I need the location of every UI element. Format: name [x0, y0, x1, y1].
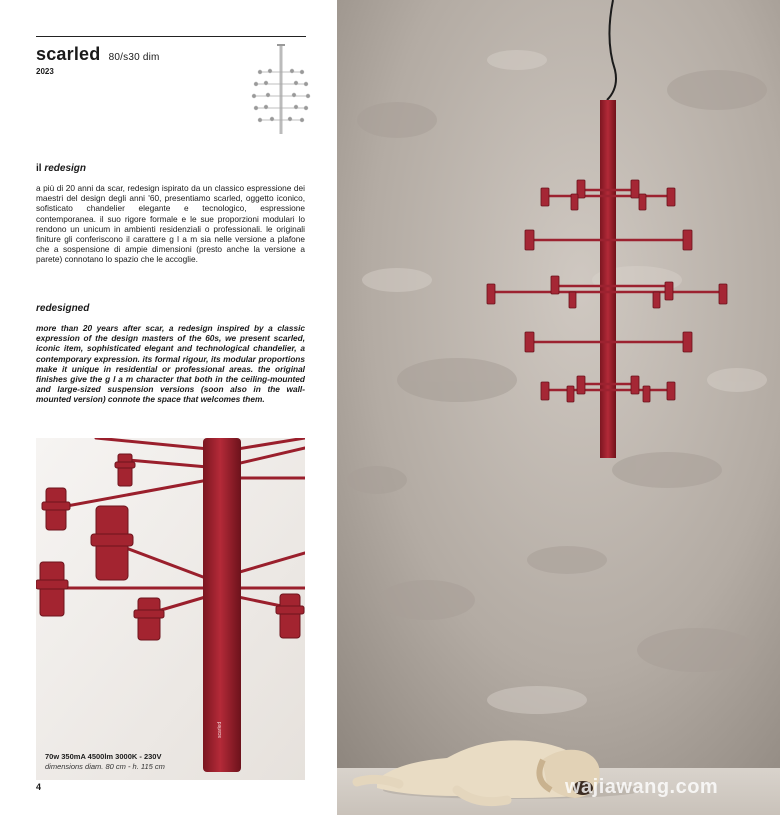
english-body: more than 20 years after scar, a redesign inspired by a classic expression of the design masters of the 60s, we present scarled, iconic item, sophisticated elegant and technological chandelier, a contemporary expression. its formal rigour, its modular proportions make it unique in residential or professional areas. the original finishes give the g l a m character that both in the ceiling-mounted and large-sized suspension versions (soon also in the wall-mounted version) connote the space that welcomes them. — [36, 323, 305, 405]
text-column — [0, 0, 337, 815]
page-number: 4 — [36, 782, 42, 792]
product-title — [36, 44, 160, 65]
chandelier-detail-image — [36, 438, 305, 780]
electrical-specs: 70w 350mA 4500lm 3000K - 230V — [45, 752, 162, 761]
product-year: 2023 — [36, 67, 54, 76]
italian-body: a più di 20 anni da scar, redesign ispirato da un classico espressione dei maestri del design degli anni '60, presentiamo scarled, oggetto iconico, sofisticato chandelier elegante e tecnologico, espressione contemporanea. il suo rigore formale e le sue proporzioni modulari lo rendono un unicum in ambienti residenziali o professionali. le originali finiture gli conferiscono il carattere g l a m sia nelle versione a plafone che a sospensione di ampie dimensioni (presto anche la versione a parete) connotano lo spazio che le accoglie. — [36, 183, 305, 265]
product-name: scarled — [36, 44, 101, 64]
room-scene-image — [337, 0, 780, 815]
english-heading: redesigned — [36, 303, 90, 314]
italian-heading-emphasis: redesign — [44, 163, 87, 174]
chandelier-thumbnail — [246, 42, 316, 142]
italian-heading-prefix: il — [36, 163, 42, 174]
top-rule — [36, 36, 306, 37]
detail-photo — [36, 438, 305, 780]
hero-photo — [337, 0, 780, 815]
watermark-text: wajiawang.com — [565, 776, 719, 798]
svg-text:scarled: scarled — [217, 721, 223, 738]
italian-heading — [36, 163, 86, 174]
product-model: 80/s30 dim — [108, 52, 160, 63]
spec-block — [45, 752, 165, 771]
dimension-specs: dimensions diam. 80 cm - h. 115 cm — [45, 762, 165, 771]
